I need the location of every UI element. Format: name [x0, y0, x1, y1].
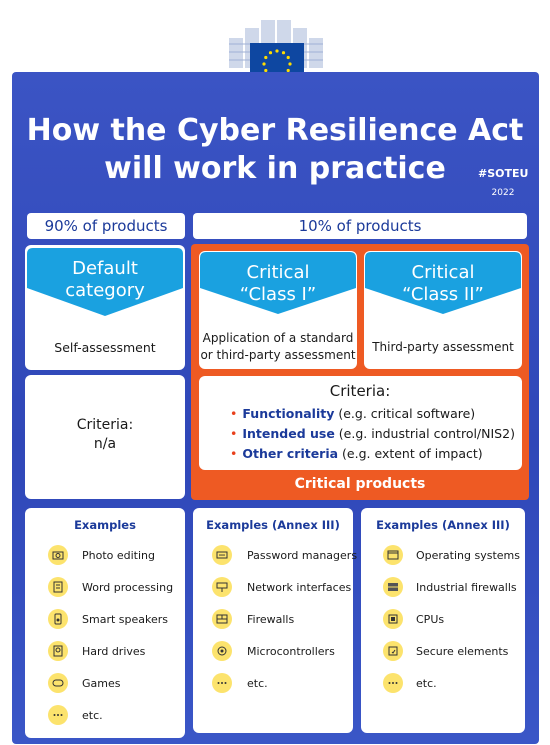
critical-products-label: Critical products — [294, 476, 426, 492]
criteria-term: Intended use — [242, 426, 335, 441]
default-label-line2: category — [65, 280, 145, 301]
example-item: etc. — [247, 677, 268, 690]
speaker-icon — [48, 609, 68, 629]
criteria-title: Criteria: — [329, 382, 391, 400]
criteria-item: • Functionality (e.g. critical software) — [230, 406, 476, 421]
default-criteria-value: n/a — [93, 436, 117, 452]
ellipsis-icon — [212, 673, 232, 693]
default-category-label — [27, 258, 183, 302]
criteria-list — [230, 404, 515, 464]
firewall-icon — [212, 609, 232, 629]
class1-label — [200, 262, 356, 306]
criteria-term: Functionality — [242, 406, 335, 421]
example-item: Operating systems — [416, 549, 520, 562]
example-item: Word processing — [82, 581, 174, 594]
event-year: 2022 — [491, 188, 515, 198]
criteria-item: • Intended use (e.g. industrial control/NIS2) — [230, 426, 515, 441]
class1-assessment — [199, 330, 357, 364]
share-left: 90% of products — [27, 213, 185, 239]
criteria-term: Other criteria — [242, 446, 339, 461]
hard-drive-icon — [48, 641, 68, 661]
class2-label-line2: “Class II” — [402, 284, 484, 305]
default-label-line1: Default — [72, 258, 138, 279]
class1-label-line1: Critical — [246, 262, 310, 283]
document-icon — [48, 577, 68, 597]
example-item: Password managers — [247, 549, 358, 562]
title-line1: How the Cyber Resilience Act — [26, 113, 524, 148]
examples-title: Examples (Annex III) — [376, 518, 510, 532]
event-tag: #SOTEU — [478, 167, 529, 180]
class1-label-line2: “Class I” — [239, 284, 317, 305]
examples-title: Examples (Annex III) — [206, 518, 340, 532]
criteria-detail: (e.g. extent of impact) — [338, 446, 483, 461]
default-assessment: Self-assessment — [54, 340, 156, 355]
class2-assessment: Third-party assessment — [372, 340, 514, 354]
os-window-icon — [383, 545, 403, 565]
example-item: CPUs — [416, 613, 445, 626]
example-item: Hard drives — [82, 645, 146, 658]
page-title — [0, 112, 550, 188]
example-item: Games — [82, 677, 121, 690]
class1-assessment-line1: Application of a standard — [202, 331, 354, 345]
example-item: etc. — [82, 709, 103, 722]
example-item: Photo editing — [82, 549, 156, 562]
criteria-detail: (e.g. industrial control/NIS2) — [334, 426, 515, 441]
example-item: Smart speakers — [82, 613, 168, 626]
cpu-icon — [383, 609, 403, 629]
example-item: Firewalls — [247, 613, 295, 626]
default-criteria — [25, 416, 185, 454]
microcontroller-icon — [212, 641, 232, 661]
secure-element-icon — [383, 641, 403, 661]
example-item: Industrial firewalls — [416, 581, 517, 594]
example-item: Secure elements — [416, 645, 509, 658]
class2-label — [365, 262, 521, 306]
criteria-detail: (e.g. critical software) — [334, 406, 476, 421]
examples-title: Examples — [74, 518, 136, 532]
class2-label-line1: Critical — [411, 262, 475, 283]
share-right: 10% of products — [193, 213, 527, 239]
ellipsis-icon — [48, 705, 68, 725]
example-item: Microcontrollers — [247, 645, 335, 658]
event-badge — [478, 167, 528, 198]
ellipsis-icon — [383, 673, 403, 693]
default-criteria-title: Criteria: — [76, 417, 134, 433]
class1-assessment-line2: or third-party assessment — [200, 348, 356, 362]
camera-icon — [48, 545, 68, 565]
title-line2: will work in practice — [104, 151, 446, 186]
network-icon — [212, 577, 232, 597]
example-item: etc. — [416, 677, 437, 690]
password-icon — [212, 545, 232, 565]
gamepad-icon — [48, 673, 68, 693]
industrial-firewall-icon — [383, 577, 403, 597]
criteria-item: • Other criteria (e.g. extent of impact) — [230, 446, 483, 461]
example-item: Network interfaces — [247, 581, 352, 594]
